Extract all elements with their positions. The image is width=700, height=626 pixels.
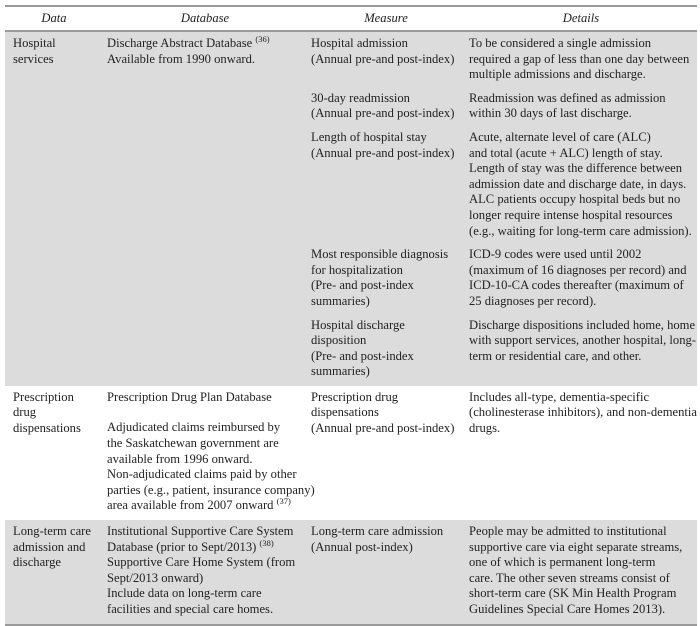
header-database: Database xyxy=(180,10,230,25)
database-cell: Prescription Drug Plan Database Adjudicated claims reimbursed by the Saskatchewan government are available from 1996 onward. Non-adjudicated claims paid by other parties (e.g., patient, insurance company) area available from 2007 onward $^{(37)}$ xyxy=(107,389,315,513)
table-row-long-term-care xyxy=(5,520,697,626)
measure-row xyxy=(307,91,697,122)
reference: (38) xyxy=(259,537,274,548)
header-details: Details xyxy=(562,10,600,25)
details-cell: Readmission was defined as admission within 30 days of last discharge. xyxy=(469,90,666,121)
measure-row xyxy=(307,247,697,309)
measure-cell: Hospital admission (Annual pre-and post-index) xyxy=(311,36,455,66)
measure-cell: 30-day readmission (Annual pre-and post-index) xyxy=(311,90,455,121)
details-cell: Discharge dispositions included home, home with support services, another hospital, long- term or residential care, and other. xyxy=(469,317,696,363)
measure-cell: Most responsible diagnosis for hospitalization (Pre- and post-index summaries) xyxy=(311,247,449,308)
data-cell: Hospital services xyxy=(13,36,56,66)
details-cell: Acute, alternate level of care (ALC) and total (acute + ALC) length of stay. Length of stay was the difference between admission date and discharge date, in days. ALC patients occupy hospital beds but no longer require intense hospital resources (e.g., waiting for long-term care admission). xyxy=(469,129,692,238)
database-cell: Discharge Abstract Database $^{(36)}$ Available from 1990 onward. xyxy=(107,33,270,66)
table-row-prescription-drug xyxy=(5,386,697,520)
measure-row xyxy=(307,318,697,380)
header-measure: Measure xyxy=(364,10,408,25)
details-cell: Includes all-type, dementia-specific (cholinesterase inhibitors), and non-dementia drugs. xyxy=(469,389,698,436)
database-name: Prescription Drug Plan Database xyxy=(107,389,272,404)
data-cell: Long-term care admission and discharge xyxy=(13,524,91,570)
reference: (37) xyxy=(276,496,291,507)
measure-cell: Length of hospital stay (Annual pre-and post-index) xyxy=(311,129,455,160)
measure-row xyxy=(307,524,697,618)
details-cell: To be considered a single admission required a gap of less than one day between multiple admissions and discharge. xyxy=(469,36,690,82)
measure-cell: Hospital discharge disposition (Pre- and post-index summaries) xyxy=(311,317,414,379)
table-header xyxy=(5,7,697,32)
measure-row xyxy=(307,36,697,83)
measure-row xyxy=(307,390,697,437)
table-row-hospital-services xyxy=(5,32,697,386)
measure-cell: Prescription drug dispensations (Annual pre-and post-index) xyxy=(311,389,455,436)
measures-list xyxy=(307,524,697,618)
data-sources-table xyxy=(5,5,697,626)
measure-row xyxy=(307,130,697,239)
details-cell: ICD-9 codes were used until 2002 (maximum of 16 diagnoses per record) and ICD-10-CA codes thereafter (maximum of 25 diagnoses per record). xyxy=(469,247,687,308)
header-data: Data xyxy=(41,10,67,25)
database-cell: Institutional Supportive Care System Database (prior to Sept/2013) $^{(38)}$ Supportive Care Home System (from Sept/2013 onward) Include data on long-term care facilities and special care homes. xyxy=(107,524,296,616)
measures-list xyxy=(307,36,697,380)
measures-list xyxy=(307,390,697,514)
details-cell: People may be admitted to institutional supportive care via eight separate streams, one of which is permanent long-term care. The other seven streams consist of short-term care (SK Min Health Program Guidelines Special Care Homes 2013). xyxy=(469,524,683,616)
reference: (36) xyxy=(255,33,270,44)
data-cell: Prescription drug dispensations xyxy=(13,389,81,436)
measure-cell: Long-term care admission (Annual post-index) xyxy=(311,524,444,554)
database-name: Discharge Abstract Database xyxy=(107,36,253,50)
